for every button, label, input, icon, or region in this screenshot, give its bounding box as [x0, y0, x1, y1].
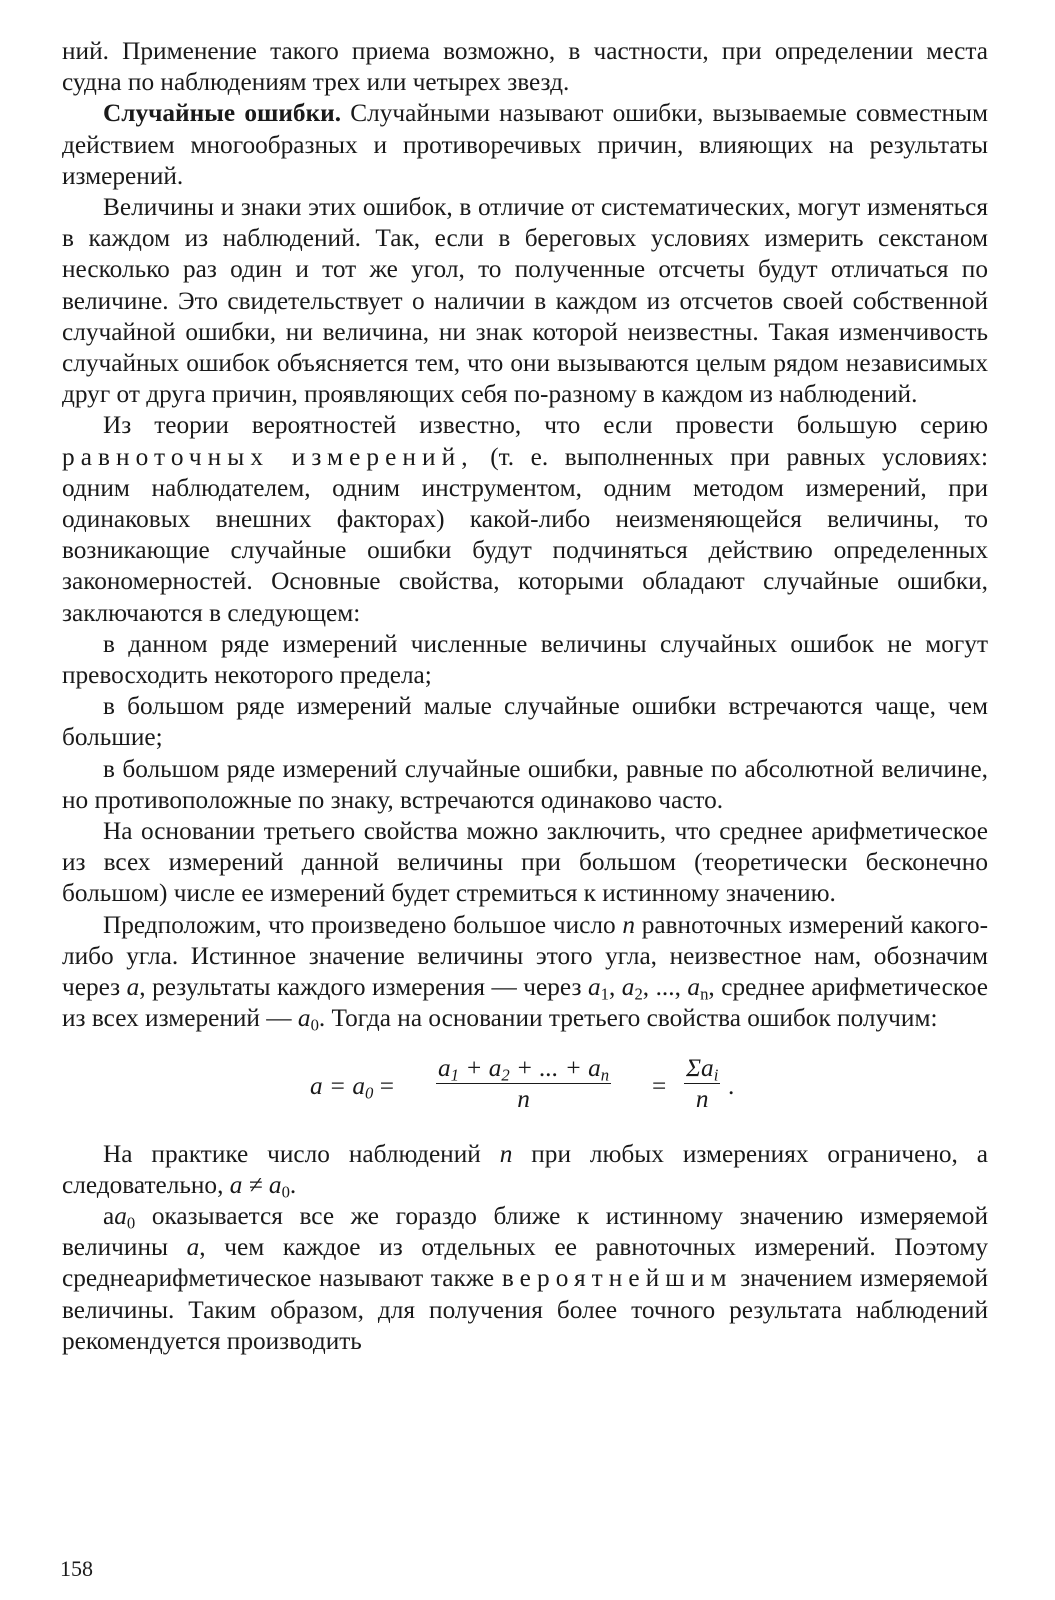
var-a: a [126, 973, 140, 1002]
text-span: (т. е. выполненных при равных условиях: одним наблюдателем, одним инструментом, одним методом измерений, при одинаковых внешних факторах) какой-либо неизменяющейся величины, то возникающие случайные ошибки будут подчиняться действию определенных закономерностей. Основные свойства, которыми обладают случайные ошибки, заключаются в следующем: [62, 442, 988, 627]
text-span: , результаты каждого измерения — через [139, 973, 588, 1002]
paragraph-conclusion: На основании третьего свойства можно заключить, что среднее арифметическое из всех измерений данной величины при большом (теоретически бесконечно большом) числе ее измерений будет стремиться к истинному значению. [62, 817, 988, 908]
text-span: , ..., [642, 973, 688, 1002]
page-number: 158 [60, 1556, 93, 1581]
var-a0: a [297, 1004, 311, 1033]
text-span: Предположим, что произведено большое число [103, 910, 623, 939]
text-span: Из теории вероятностей известно, что если провести большую серию [103, 411, 988, 440]
paragraph-practice [62, 1139, 988, 1201]
text-span: при любых измерениях ограничено, а следовательно, [62, 1139, 988, 1199]
subscript: n [700, 984, 709, 1004]
formula-period: . [728, 1071, 735, 1100]
equals-sign: = [652, 1071, 667, 1100]
text-span: a [103, 1201, 115, 1230]
subscript: 1 [600, 984, 609, 1004]
text-span: . Тогда на основании третьего свойства ошибок получим: [318, 1004, 938, 1033]
text-column [62, 36, 988, 1357]
inequality: a ≠ a [229, 1170, 282, 1199]
var-an: a [687, 973, 701, 1002]
paragraph-text: Случайными называют ошибки, вызываемые совместным действием многообразных и противоречивых причин, влияющих на результаты измерений. [62, 99, 988, 190]
text-span: равноточных измерений какого-либо угла. Истинное значение величины этого угла, неизвестное нам, обозначим через [62, 910, 988, 1002]
text-span: , чем каждое из отдельных ее равноточных измерений. Поэтому среднеарифметическое называют также [62, 1233, 988, 1293]
fraction-numerator: $a_1 + a_2$ + ... + $a_n$ [438, 1053, 610, 1085]
text-span: , среднее арифметическое из всех измерений — [62, 973, 988, 1033]
fraction-sigma [684, 1053, 720, 1114]
var-a2: a [621, 973, 635, 1002]
fraction-sum [436, 1053, 611, 1114]
text-span: . [289, 1170, 297, 1199]
fraction-denominator: n [517, 1084, 530, 1113]
fraction-denominator: n [695, 1084, 709, 1113]
var-a: a [186, 1233, 200, 1262]
spaced-term-most-probable: вероятнейшим [501, 1264, 733, 1293]
text-span: значением измеряемой величины. Таким образом, для получения более точного результата наблюдений рекомендуется производить [62, 1264, 988, 1355]
spaced-term-equal-accuracy: равноточных измерений, [62, 442, 474, 471]
subscript: 0 [310, 1015, 319, 1035]
var-a1: a [587, 973, 601, 1002]
var-n: n [499, 1139, 513, 1168]
property-item-2: в большом ряде измерений малые случайные ошибки встречаются чаще, чем большие; [62, 692, 988, 752]
paragraph-random-errors [62, 98, 988, 192]
formula-mean [62, 1053, 988, 1119]
fraction-numerator: $\Sigma a_i$ [686, 1053, 719, 1085]
subscript: 2 [634, 984, 643, 1004]
text-span: оказывается все же гораздо ближе к истинному значению измеряемой величины [62, 1201, 988, 1262]
formula-lhs: $a = a_0$ = [310, 1071, 394, 1103]
paragraph-assumption: Предположим, что произведено большое число n равноточных измерений какого-либо угла. Истинное значение величины этого угла, неизвестное нам, обозначим через a, результаты каждого измерения — через $a_1$, $a_2$, ..., $a_n$, среднее арифметическое из всех измерений — $a_0$. Тогда на основании третьего свойства ошибок получим: [62, 910, 988, 1035]
paragraph-most-probable [62, 1201, 988, 1357]
section-heading-random-errors: Случайные ошибки. [103, 99, 342, 128]
paragraph-error-variability: Величины и знаки этих ошибок, в отличие от систематических, могут изменяться в каждом из наблюдений. Так, если в береговых условиях измерить секстаном несколько раз один и тот же угол, то полученные отсчеты будут отличаться по величине. Это свидетельствует о наличии в каждом из отсчетов своей собственной случайной ошибки, ни величина, ни знак которой неизвестны. Такая изменчивость случайных ошибок объясняется тем, что они вызываются целым рядом независимых друг от друга причин, проявляющих себя по-разному в каждом из наблюдений. [62, 193, 988, 409]
var-a0: a [114, 1201, 127, 1230]
property-item-1: в данном ряде измерений численные величины случайных ошибок не могут превосходить некоторого предела; [62, 629, 988, 690]
subscript: 0 [281, 1182, 290, 1202]
subscript: 0 [126, 1213, 136, 1233]
paragraph-probability-theory [62, 410, 988, 628]
var-n: n [622, 910, 636, 939]
property-item-3: в большом ряде измерений случайные ошибки, равные по абсолютной величине, но противоположные по знаку, встречаются одинаково часто. [62, 754, 988, 814]
paragraph-continuation: ний. Применение такого приема возможно, в частности, при определении места судна по наблюдениям трех или четырех звезд. [62, 37, 988, 97]
text-span: На практике число наблюдений [103, 1139, 500, 1168]
